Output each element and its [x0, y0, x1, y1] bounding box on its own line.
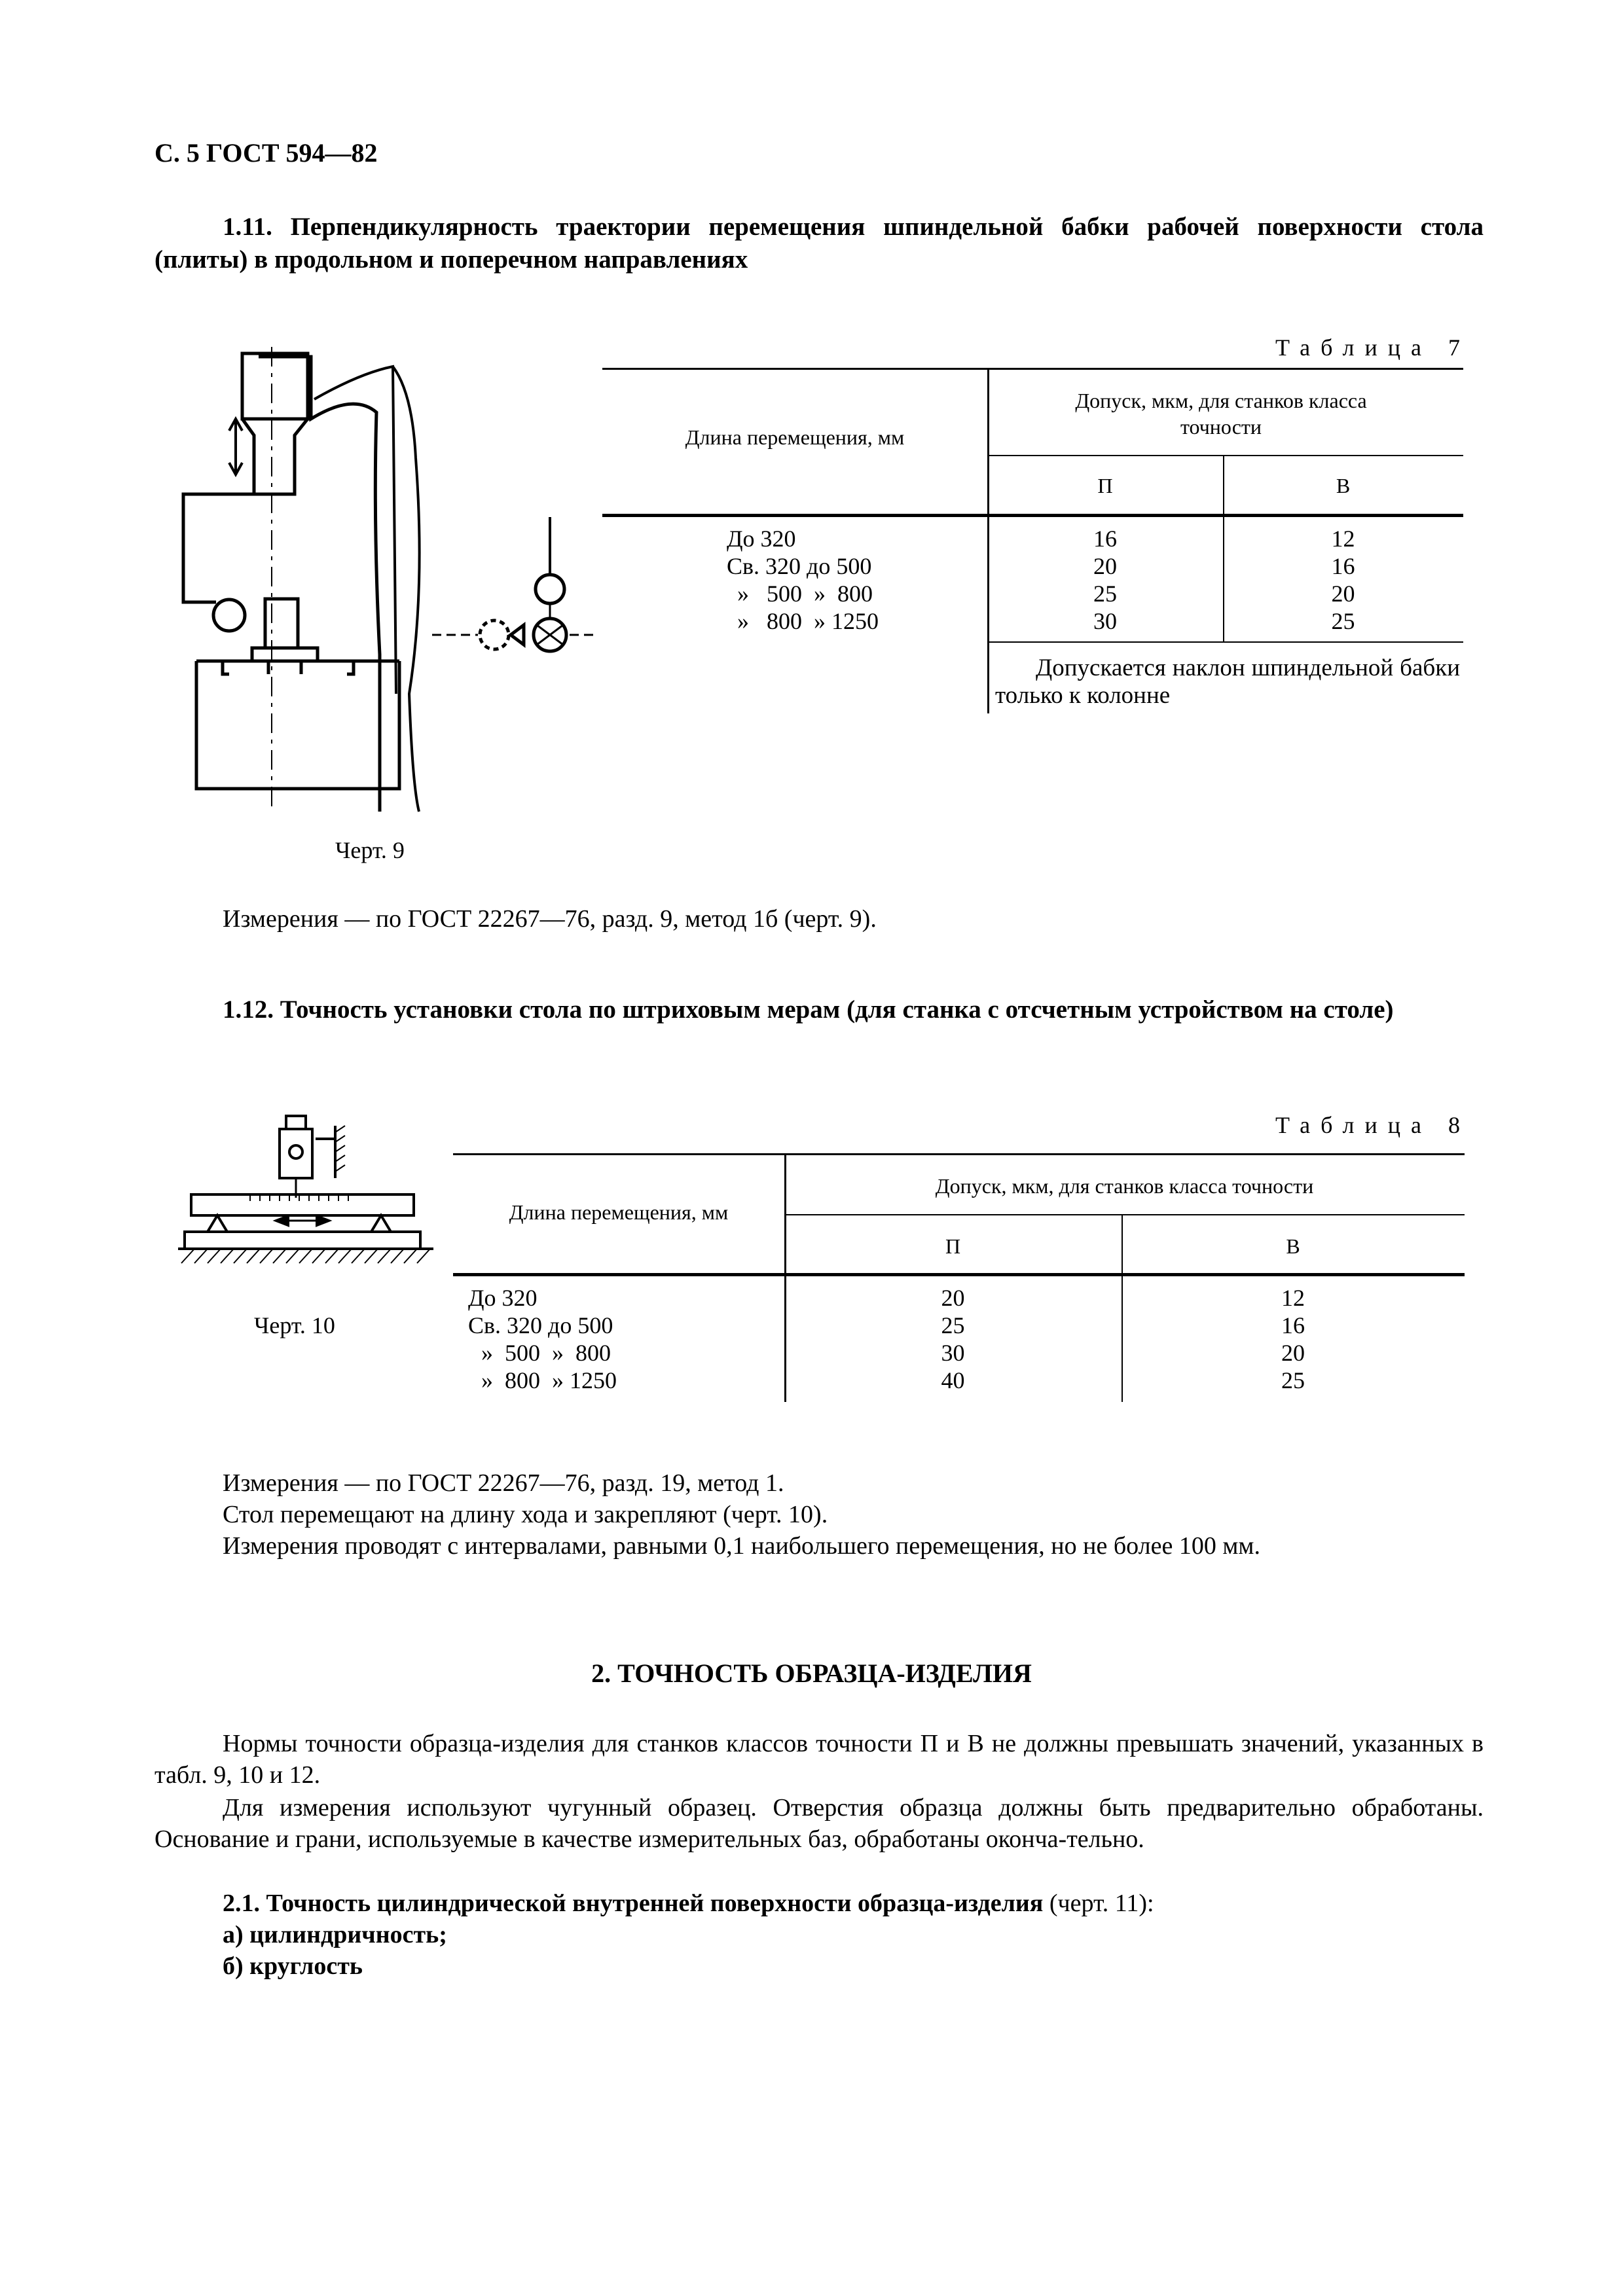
table-8-row-4-length: » 800 » 1250	[481, 1367, 617, 1393]
table-8-caption: Таблица 8	[1275, 1112, 1470, 1138]
figure-9-caption: Черт. 9	[335, 837, 405, 863]
table-7-row-1-p: 16	[1093, 526, 1117, 552]
measurement-1-12-line-3: Измерения проводят с интервалами, равными 0,1 наибольшего перемещения, но не более 100 мм.	[223, 1532, 1260, 1560]
table-7-row-3-p: 25	[1093, 581, 1117, 607]
table-7-row-1-length: До 320	[727, 526, 796, 552]
section-2-1-heading	[223, 1888, 1154, 1919]
table-7-subheader-p: П	[1097, 474, 1113, 497]
table-7-col1-header: Длина перемещения, мм	[685, 425, 905, 449]
table-7-row-4-v: 25	[1331, 608, 1355, 634]
section-1-12-heading	[155, 994, 1484, 1026]
measurement-1-12-line-1: Измерения — по ГОСТ 22267—76, разд. 19, метод 1.	[223, 1469, 784, 1497]
table-8-subheader-v: В	[1286, 1234, 1300, 1258]
table-7-row-3-v: 20	[1331, 581, 1355, 607]
table-8-col1-header: Длина перемещения, мм	[509, 1200, 729, 1224]
table-8-row-1-p: 20	[941, 1285, 965, 1311]
table-8-row-1-v: 12	[1281, 1285, 1305, 1311]
table-8-row-3-v: 20	[1281, 1340, 1305, 1366]
table-8-row-4-v: 25	[1281, 1367, 1305, 1393]
table-7-subheader-v: В	[1336, 474, 1351, 497]
table-7-caption: Таблица 7	[1275, 334, 1470, 361]
section-1-12-number: 1.12.	[223, 996, 274, 1024]
section-1-11-title: Перпендикулярность траектории перемещения шпиндельной бабки рабочей поверхности стола (плиты) в продольном и поперечном направлениях	[155, 213, 1484, 274]
table-7-row-4-length: » 800 » 1250	[737, 608, 879, 634]
section-2-paragraph-2: Для измерения используют чугунный образец. Отверстия образца должны быть предварительно обработаны. Основание и грани, используемые в качестве измерительных баз, обработаны оконча-тельно.	[155, 1794, 1484, 1853]
table-8-col2-header: Допуск, мкм, для станков класса точности	[935, 1174, 1314, 1198]
table-7-row-3-length: » 500 » 800	[737, 581, 873, 607]
table-8-subheader-p: П	[945, 1234, 961, 1258]
figure-10-drawing	[178, 1113, 440, 1302]
table-8-row-1-length: До 320	[468, 1285, 538, 1311]
table-7-note: Допускается наклон шпиндельной бабки только к колонне	[995, 655, 1460, 709]
section-2-1-number: 2.1.	[223, 1890, 260, 1917]
table-8-row-2-length: Св. 320 до 500	[468, 1312, 613, 1338]
section-2-title: 2. ТОЧНОСТЬ ОБРАЗЦА-ИЗДЕЛИЯ	[591, 1659, 1032, 1688]
table-7-col2-header: Допуск, мкм, для станков класса точности	[1075, 389, 1367, 439]
table-8-row-3-p: 30	[941, 1340, 965, 1366]
page-header: С. 5 ГОСТ 594—82	[155, 138, 378, 168]
section-2-1-title: Точность цилиндрической внутренней поверхности образца-изделия	[266, 1890, 1044, 1917]
section-1-11-heading	[155, 211, 1484, 276]
table-7-row-4-p: 30	[1093, 608, 1117, 634]
section-1-11-number: 1.11.	[223, 213, 272, 241]
table-8-row-2-v: 16	[1281, 1312, 1305, 1338]
table-7-row-2-v: 16	[1331, 553, 1355, 579]
section-2-paragraph-1: Нормы точности образца-изделия для станков классов точности П и В не должны превышать значений, указанных в табл. 9, 10 и 12.	[155, 1730, 1484, 1789]
table-7-row-1-v: 12	[1331, 526, 1355, 552]
table-7-row-2-length: Св. 320 до 500	[727, 553, 872, 579]
measurement-1-12-line-2: Стол перемещают на длину хода и закрепляют (черт. 10).	[223, 1501, 828, 1528]
section-2-1-item-a: а) цилиндричность;	[223, 1921, 447, 1948]
table-7-row-2-p: 20	[1093, 553, 1117, 579]
table-8-row-3-length: » 500 » 800	[481, 1340, 611, 1366]
measurement-1-11: Измерения — по ГОСТ 22267—76, разд. 9, метод 1б (черт. 9).	[223, 905, 877, 933]
section-1-12-title: Точность установки стола по штриховым мерам (для станка с отсчетным устройством на столе)	[280, 996, 1394, 1024]
section-2-1-tail: (черт. 11):	[1049, 1890, 1154, 1917]
table-8-row-2-p: 25	[941, 1312, 965, 1338]
figure-9-drawing	[157, 327, 615, 825]
table-8-row-4-p: 40	[941, 1367, 965, 1393]
section-2-1-item-b: б) круглость	[223, 1952, 363, 1980]
figure-10-caption: Черт. 10	[254, 1312, 335, 1338]
